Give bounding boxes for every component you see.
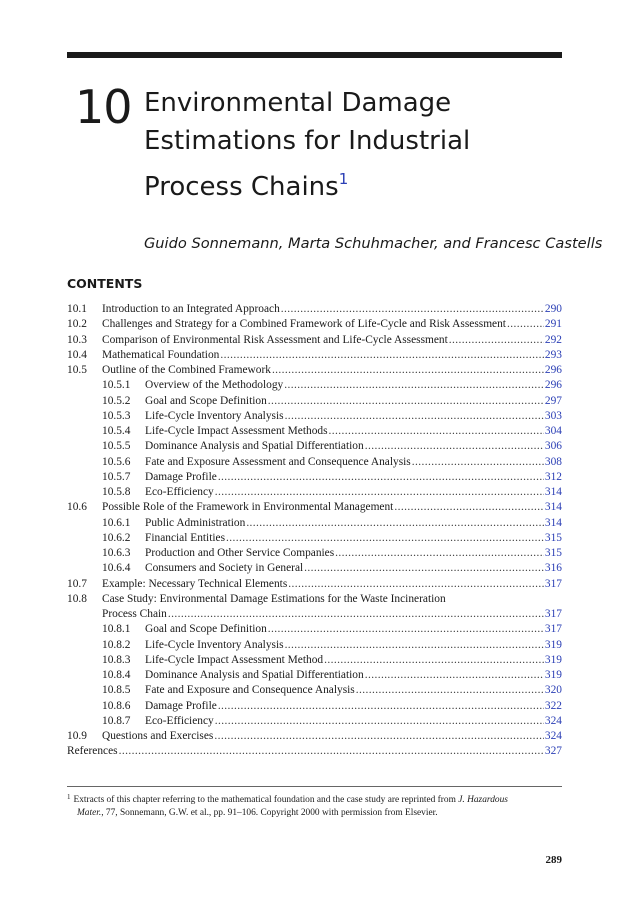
toc-leader-dots <box>119 744 544 759</box>
toc-leader-dots <box>215 714 544 729</box>
toc-page-link[interactable]: 319 <box>544 638 562 651</box>
toc-leader-dots <box>365 439 544 454</box>
toc-entry[interactable] <box>67 714 562 729</box>
toc-entry[interactable] <box>67 546 562 561</box>
toc-entry-title: Financial Entities <box>145 531 226 544</box>
toc-entry-number: 10.7 <box>67 577 87 590</box>
toc-entry[interactable] <box>67 485 562 500</box>
toc-entry-number: 10.5.3 <box>102 409 131 422</box>
toc-entry-title: Questions and Exercises <box>102 730 214 742</box>
toc-entry-title: Fate and Exposure Assessment and Consequence Analysis <box>145 455 411 468</box>
toc-entry-number: 10.6.2 <box>102 531 131 544</box>
toc-leader-dots <box>281 302 544 317</box>
chapter-title-line <box>144 160 564 206</box>
toc-entry-title: Life-Cycle Inventory Analysis <box>145 409 284 422</box>
toc-leader-dots <box>268 622 544 637</box>
toc-entry-number: 10.1 <box>67 303 87 315</box>
toc-page-link[interactable]: 296 <box>544 364 562 376</box>
toc-page-link[interactable]: 304 <box>544 425 562 437</box>
toc-entry-title: Overview of the Methodology <box>145 379 284 392</box>
chapter-title-line: Estimations for Industrial <box>144 126 471 156</box>
toc-leader-dots <box>449 333 544 348</box>
toc-entry-continuation[interactable] <box>67 607 562 622</box>
toc-entry-number: 10.8.2 <box>102 638 131 651</box>
page-number: 289 <box>545 854 562 866</box>
toc-entry-title: Case Study: Environmental Damage Estimations for the Waste Incineration <box>102 592 446 605</box>
toc-page-link[interactable]: 317 <box>544 623 562 636</box>
toc-leader-dots <box>324 653 544 668</box>
footnote-rule <box>67 786 562 787</box>
footnote-marker: 1 <box>67 793 71 801</box>
toc-entry[interactable] <box>67 424 562 439</box>
toc-entry[interactable] <box>67 394 562 409</box>
toc-page-link[interactable]: 292 <box>544 333 562 346</box>
toc-page-link[interactable]: 314 <box>544 486 562 498</box>
toc-leader-dots <box>507 317 544 332</box>
toc-page-link[interactable]: 315 <box>544 531 562 544</box>
toc-page-link[interactable]: 317 <box>544 608 562 620</box>
toc-entry-references[interactable] <box>67 744 562 759</box>
toc-leader-dots <box>285 638 544 653</box>
toc-entry-title: Eco-Efficiency <box>145 714 214 727</box>
toc-leader-dots <box>246 516 544 531</box>
toc-leader-dots <box>215 485 544 500</box>
toc-entry-number: 10.8.1 <box>102 623 131 636</box>
toc-entry-title: Life-Cycle Impact Assessment Methods <box>145 425 328 437</box>
table-of-contents <box>67 302 562 760</box>
toc-page-link[interactable]: 293 <box>544 348 562 361</box>
toc-entry[interactable] <box>67 378 562 393</box>
toc-entry-number: 10.4 <box>67 348 87 361</box>
toc-page-link[interactable]: 319 <box>544 669 562 681</box>
toc-leader-dots <box>329 424 544 439</box>
toc-entry-title: Life-Cycle Inventory Analysis <box>145 638 284 651</box>
toc-leader-dots <box>226 531 544 546</box>
toc-entry-title: Goal and Scope Definition <box>145 394 267 407</box>
toc-page-link[interactable]: 314 <box>544 501 562 514</box>
toc-entry[interactable] <box>67 531 562 546</box>
toc-leader-dots <box>220 348 544 363</box>
toc-leader-dots <box>304 561 544 576</box>
toc-entry-number: 10.6.4 <box>102 562 131 575</box>
toc-entry-number: 10.8.6 <box>102 699 131 712</box>
footnote-reference-link[interactable]: 1 <box>338 170 349 188</box>
toc-entry[interactable] <box>67 455 562 470</box>
toc-leader-dots <box>268 394 544 409</box>
toc-entry-number: 10.8.4 <box>102 669 131 681</box>
toc-entry[interactable] <box>67 638 562 653</box>
toc-page-link[interactable]: 317 <box>544 577 562 590</box>
toc-entry-title: Dominance Analysis and Spatial Differentiation <box>145 669 364 681</box>
toc-entry-number: 10.9 <box>67 730 87 742</box>
toc-entry-title: Dominance Analysis and Spatial Differentiation <box>145 440 364 453</box>
footnote-journal: Mater. <box>77 808 102 818</box>
toc-page-link[interactable]: 306 <box>544 440 562 453</box>
toc-entry-title: Goal and Scope Definition <box>145 623 267 636</box>
chapter-authors: Guido Sonnemann, Marta Schuhmacher, and Francesc Castells <box>144 235 603 252</box>
toc-entry[interactable] <box>67 317 562 332</box>
toc-entry[interactable] <box>67 561 562 576</box>
toc-entry-title: Consumers and Society in General <box>145 562 304 575</box>
toc-entry[interactable] <box>67 333 562 348</box>
toc-entry[interactable] <box>67 470 562 485</box>
chapter-title <box>144 84 564 206</box>
toc-entry-number: 10.8 <box>67 592 87 605</box>
toc-entry-number: 10.2 <box>67 318 87 331</box>
toc-entry[interactable] <box>67 683 562 698</box>
toc-entry[interactable] <box>67 668 562 683</box>
toc-entry-number: 10.5.4 <box>102 425 131 437</box>
toc-entry[interactable] <box>67 622 562 637</box>
toc-entry[interactable] <box>67 516 562 531</box>
toc-leader-dots <box>394 500 544 515</box>
toc-page-link[interactable]: 290 <box>544 303 562 315</box>
toc-entry-title: Damage Profile <box>145 699 217 712</box>
toc-entry[interactable] <box>67 729 562 744</box>
toc-entry[interactable] <box>67 439 562 454</box>
toc-entry-number: 10.8.3 <box>102 653 131 666</box>
toc-page-link[interactable]: 315 <box>544 547 562 559</box>
toc-entry-title: References <box>67 745 118 758</box>
toc-page-link[interactable]: 324 <box>544 714 562 727</box>
toc-leader-dots <box>285 409 544 424</box>
toc-entry-title: Challenges and Strategy for a Combined Framework of Life-Cycle and Risk Assessment <box>102 318 506 331</box>
toc-entry[interactable] <box>67 409 562 424</box>
toc-page-link[interactable]: 297 <box>544 394 562 407</box>
toc-page-link[interactable]: 324 <box>544 730 562 742</box>
toc-leader-dots <box>356 683 544 698</box>
chapter-title-text: Process Chains <box>144 172 339 202</box>
toc-entry[interactable] <box>67 302 562 317</box>
toc-entry[interactable] <box>67 577 562 592</box>
toc-leader-dots <box>284 378 544 393</box>
toc-entry-title: Fate and Exposure and Consequence Analysis <box>145 684 355 697</box>
toc-page-link[interactable]: 327 <box>544 745 562 758</box>
toc-entry-number: 10.6.3 <box>102 547 131 559</box>
toc-entry[interactable] <box>67 592 562 607</box>
toc-leader-dots <box>335 546 544 561</box>
toc-entry-number: 10.8.7 <box>102 714 131 727</box>
chapter-title-line: Environmental Damage <box>144 88 452 118</box>
toc-entry[interactable] <box>67 500 562 515</box>
toc-entry-number: 10.5.5 <box>102 440 131 453</box>
toc-leader-dots <box>218 699 544 714</box>
toc-entry-number: 10.5.1 <box>102 379 131 392</box>
toc-leader-dots <box>365 668 544 683</box>
footnote-text: , 77, Sonnemann, G.W. et al., pp. 91–106. Copyright 2000 with permission from Elsevier. <box>101 808 438 818</box>
toc-leader-dots <box>218 470 544 485</box>
toc-page-link[interactable]: 308 <box>544 455 562 468</box>
chapter-number: 10 <box>75 80 132 134</box>
toc-page-link[interactable]: 322 <box>544 699 562 712</box>
footnote <box>67 791 562 820</box>
toc-entry-number: 10.6 <box>67 501 87 514</box>
toc-entry[interactable] <box>67 363 562 378</box>
toc-leader-dots <box>288 577 544 592</box>
toc-page-link[interactable]: 319 <box>544 653 562 666</box>
toc-entry[interactable] <box>67 653 562 668</box>
toc-entry[interactable] <box>67 699 562 714</box>
toc-entry-title: Possible Role of the Framework in Environmental Management <box>102 501 394 514</box>
toc-leader-dots <box>272 363 544 378</box>
toc-entry-title: Eco-Efficiency <box>145 486 214 498</box>
toc-entry-title: Process Chain <box>102 608 167 620</box>
toc-leader-dots <box>168 607 544 622</box>
toc-entry-title: Outline of the Combined Framework <box>102 364 271 376</box>
toc-leader-dots <box>214 729 544 744</box>
footnote-text: Extracts of this chapter referring to the mathematical foundation and the case study are reprinted from <box>73 795 459 805</box>
toc-entry-title: Public Administration <box>145 516 246 529</box>
toc-page-link[interactable]: 312 <box>544 470 562 483</box>
toc-entry-number: 10.5.7 <box>102 470 131 483</box>
toc-leader-dots <box>412 455 544 470</box>
toc-entry-number: 10.5.8 <box>102 486 131 498</box>
toc-entry-title: Mathematical Foundation <box>102 348 220 361</box>
toc-entry-number: 10.5.6 <box>102 455 131 468</box>
toc-entry-title: Damage Profile <box>145 470 217 483</box>
toc-entry-number: 10.8.5 <box>102 684 131 697</box>
toc-page-link[interactable]: 303 <box>544 409 562 422</box>
toc-entry-title: Life-Cycle Impact Assessment Method <box>145 653 324 666</box>
toc-page-link[interactable]: 296 <box>544 379 562 392</box>
toc-entry-title: Example: Necessary Technical Elements <box>102 577 288 590</box>
toc-entry-number: 10.5.2 <box>102 394 131 407</box>
toc-page-link[interactable]: 320 <box>544 684 562 697</box>
toc-page-link[interactable]: 291 <box>544 318 562 331</box>
toc-entry-number: 10.6.1 <box>102 516 131 529</box>
toc-entry-number: 10.3 <box>67 333 87 346</box>
contents-heading: CONTENTS <box>67 276 143 291</box>
toc-entry-title: Comparison of Environmental Risk Assessment and Life-Cycle Assessment <box>102 333 448 346</box>
toc-entry-title: Production and Other Service Companies <box>145 547 335 559</box>
toc-page-link[interactable]: 314 <box>544 516 562 529</box>
footnote-journal: J. Hazardous <box>458 795 508 805</box>
toc-entry-title: Introduction to an Integrated Approach <box>102 303 280 315</box>
top-rule <box>67 52 562 58</box>
toc-entry[interactable] <box>67 348 562 363</box>
toc-entry-number: 10.5 <box>67 364 87 376</box>
toc-page-link[interactable]: 316 <box>544 562 562 575</box>
